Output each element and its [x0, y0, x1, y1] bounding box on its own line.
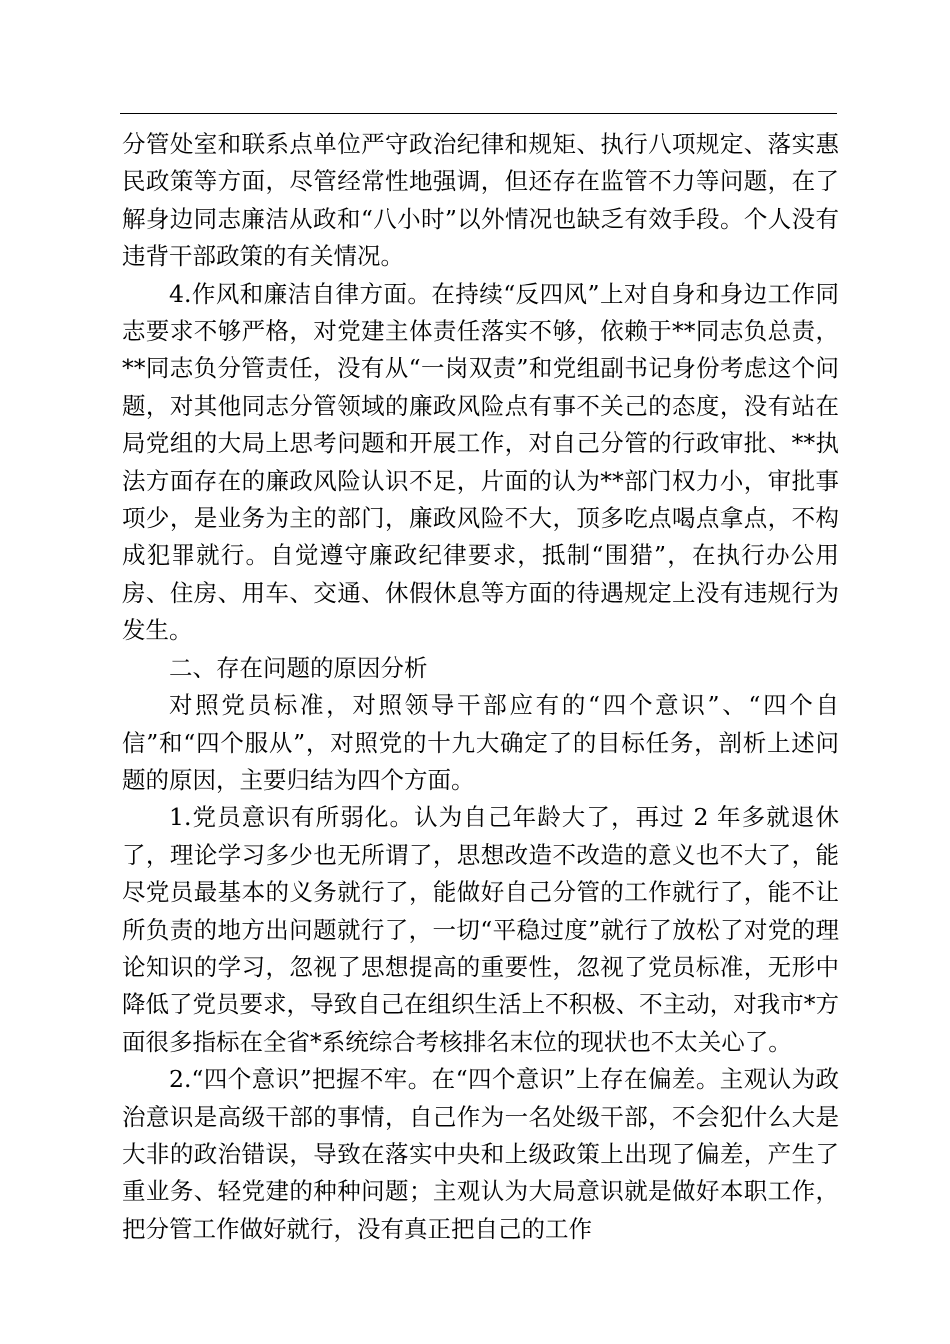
- paragraph-cause-1-party-awareness: 1.党员意识有所弱化。认为自己年龄大了，再过 2 年多就退休了，理论学习多少也无所谓了，思想改造不改造的意义也不大了，能尽党员最基本的义务就行了，能做好自己分管的工作就行了，能不让所负责的地方出问题就行了，一切“平稳过度”就行了放松了对党的理论知识的学习，忽视了思想提高的重要性，忽视了党员标准，无形中降低了党员要求，导致自己在组织生活上不积极、不主动，对我市*方面很多指标在全省*系统综合考核排名末位的现状也不太关心了。: [122, 803, 839, 1056]
- section-heading-cause-analysis: 二、存在问题的原因分析: [169, 653, 428, 682]
- paragraph-continuation: 分管处室和联系点单位严守政治纪律和规矩、执行八项规定、落实惠民政策等方面，尽管经常性地强调，但还存在监管不力等问题，在了解身边同志廉洁从政和“八小时”以外情况也缺乏有效手段。个人没有违背干部政策的有关情况。: [122, 130, 839, 271]
- paragraph-section-4-style-integrity: 4.作风和廉洁自律方面。在持续“反四风”上对自身和身边工作同志要求不够严格，对党建主体责任落实不够，依赖于**同志负总责，**同志负分管责任，没有从“一岗双责”和党组副书记身份考虑这个问题，对其他同志分管领域的廉政风险点有事不关己的态度，没有站在局党组的大局上思考问题和开展工作，对自己分管的行政审批、**执法方面存在的廉政风险认识不足，片面的认为**部门权力小，审批事项少，是业务为主的部门，廉政风险不大，顶多吃点喝点拿点，不构成犯罪就行。自觉遵守廉政纪律要求，抵制“围猎”，在执行办公用房、住房、用车、交通、休假休息等方面的待遇规定上没有违规行为发生。: [122, 279, 839, 645]
- document-body: [122, 126, 839, 1248]
- paragraph-cause-2-four-consciousness: 2.“四个意识”把握不牢。在“四个意识”上存在偏差。主观认为政治意识是高级干部的事情，自己作为一名处级干部，不会犯什么大是大非的政治错误，导致在落实中央和上级政策上出现了偏差，产生了重业务、轻党建的种种问题；主观认为大局意识就是做好本职工作，把分管工作做好就行，没有真正把自己的工作: [122, 1065, 839, 1243]
- header-rule: [120, 113, 837, 114]
- paragraph-cause-intro: 对照党员标准，对照领导干部应有的“四个意识”、“四个自信”和“四个服从”，对照党的十九大确定了的目标任务，剖析上述问题的原因，主要归结为四个方面。: [122, 691, 839, 794]
